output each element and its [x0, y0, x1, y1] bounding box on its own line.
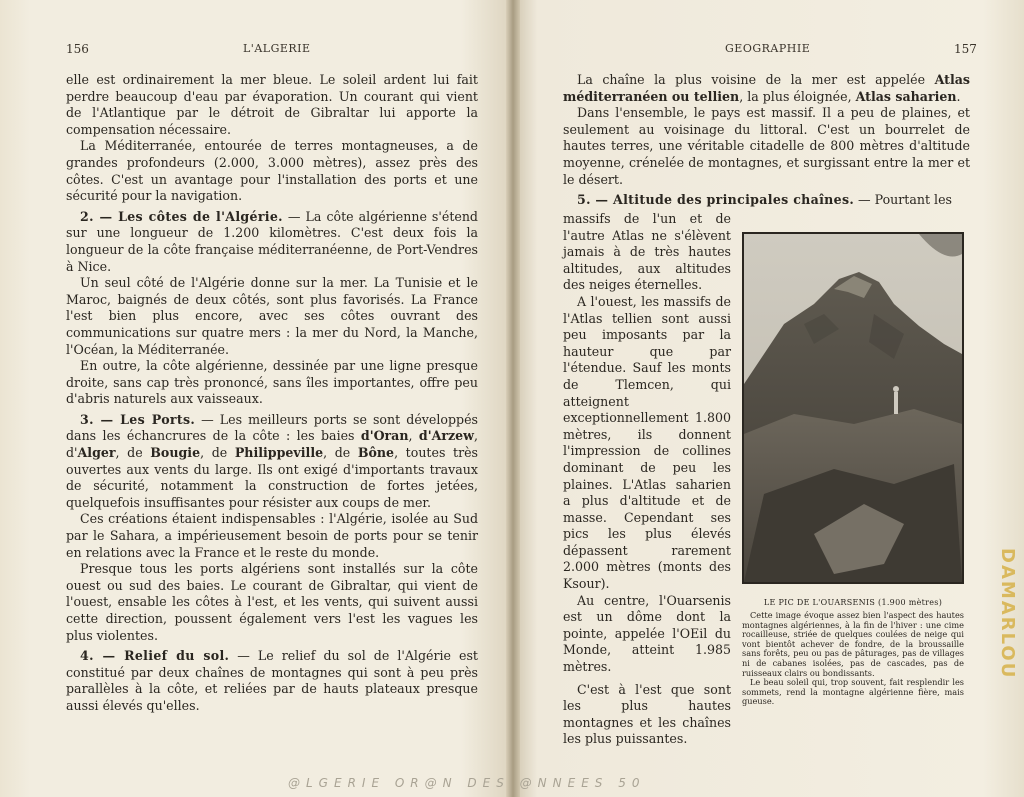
section-heading: 3. — Les Ports. [80, 411, 196, 427]
mountain-photo [742, 232, 964, 584]
paragraph: elle est ordinairement la mer bleue. Le soleil ardent lui fait perdre beaucoup d'eau par évaporation. Un courant qui vient de l'Atlantique par le détroit de Gibraltar lui apporte la compensation nécessaire. [66, 72, 478, 137]
paragraph: La chaîne la plus voisine de la mer est appelée Atlas méditerranéen ou tellien, la plus éloignée, Atlas saharien. [563, 72, 970, 104]
paragraph: Presque tous les ports algériens sont installés sur la côte ouest ou sud des baies. Le courant de Gibraltar, qui vient de l'ouest, ensable les côtes à l'est, et les vents, qui suivent aussi cette direction, poussent également vers l'est les vagues les plus violentes. [66, 561, 478, 643]
section-heading: 5. — Altitude des principales chaînes. [577, 192, 855, 208]
paragraph: Au centre, l'Ouarsenis est un dôme dont la pointe, appelée l'OEil du Monde, atteint 1.985 mètres. [563, 592, 731, 675]
section-4: 4. — Relief du sol. — Le relief du sol de l'Algérie est constitué par deux chaînes de montagnes qui sont à peu près parallèles à la côte, et reliées par de hauts plateaux presque aussi élevés qu'elles. [66, 648, 478, 713]
paragraph: Un seul côté de l'Algérie donne sur la mer. La Tunisie et le Maroc, baignés de deux côtés, sont plus favorisés. La France l'est bien plus encore, avec ses côtes ouvrant des communications sur quatre mers : la mer du Nord, la Manche, l'Océan, la Méditerranée. [66, 275, 478, 357]
paragraph: A l'ouest, les massifs de l'Atlas tellien sont aussi peu imposants par la hauteur que par l'étendue. Sauf les monts de Tlemcen, qui atteignent exceptionnellement 1.800 mètres, ils donnent l'impression de collines dominant de peu les plaines. L'Atlas saharien a plus d'altitude et de masse. Cependant ses pics les plus élevés dépassent rarement 2.000 mètres (monts des Ksour). [563, 293, 731, 592]
right-text-top [563, 72, 970, 209]
section-heading: 4. — Relief du sol. [80, 648, 230, 664]
section-2: 2. — Les côtes de l'Algérie. — La côte algérienne s'étend sur une longueur de 1.200 kilomètres. C'est deux fois la longueur de la côte française méditerranéenne, de Port-Vendres à Nice. [66, 208, 478, 274]
figure-caption-title: LE PIC DE L'OUARSENIS (1.900 mètres) [763, 598, 943, 607]
figure-caption [742, 611, 964, 707]
running-head-left: L'ALGERIE [243, 42, 311, 55]
paragraph: massifs de l'un et de l'autre Atlas ne s'élèvent jamais à de très hautes altitudes, aux altitudes des neiges éternelles. [563, 211, 731, 293]
library-stamp: DAMARLOU [997, 548, 1018, 680]
mountain-illustration [744, 234, 962, 582]
paragraph: La Méditerranée, entourée de terres montagneuses, a de grandes profondeurs (2.000, 3.000 mètres), assez près des côtes. C'est un avantage pour l'installation des ports et une sécurité pour la navigation. [66, 138, 478, 204]
paragraph: Ces créations étaient indispensables : l'Algérie, isolée au Sud par le Sahara, a impérieusement besoin de ports pour se tenir en relations avec la France et le reste du monde. [66, 511, 478, 560]
paragraph: Dans l'ensemble, le pays est massif. Il a peu de plaines, et seulement au voisinage du littoral. C'est un bourrelet de hautes terres, une véritable citadelle de 800 mètres d'altitude moyenne, crénelée de montagnes, et surgissant entre la mer et le désert. [563, 105, 970, 187]
page-number-right: 157 [954, 42, 977, 56]
running-head-right: GEOGRAPHIE [725, 42, 811, 55]
paragraph: En outre, la côte algérienne, dessinée par une ligne presque droite, sans cap très prononcé, sans îles importantes, offre peu d'abris naturels aux vaisseaux. [66, 358, 478, 407]
section-3: 3. — Les Ports. — Les meilleurs ports se sont développés dans les échancrures de la côte : les baies d'Oran, d'Arzew, d'Alger, de Bougie, de Philippeville, de Bône, toutes très ouvertes aux vents du large. Ils ont exigé d'importants travaux de sécurité, notamment la construction de fortes jetées, quelquefois insuffisantes pour résister aux coups de mer. [66, 411, 479, 510]
caption-paragraph: Le beau soleil qui, trop souvent, fait resplendir les sommets, rend la montagne algérienne fière, mais gueuse. [742, 677, 964, 707]
caption-paragraph: Cette image évoque assez bien l'aspect des hautes montagnes algériennes, à la fin de l'hiver : une cime rocailleuse, striée de quelques coulées de neige qui vont bientôt achever de fondre, de la broussaille sans forêts, peu ou pas de pâturages, pas de villages ni de cabanes isolées, pas de cascades, pas de ruisseaux clairs ou bondissants. [742, 610, 964, 678]
page-number-left: 156 [66, 42, 89, 56]
left-text-column [66, 72, 478, 715]
book-gutter [506, 0, 520, 797]
watermark: @LGERIE OR@N DES @NNEES 50 [288, 776, 646, 790]
right-text-narrow [563, 211, 731, 748]
section-heading: 2. — Les côtes de l'Algérie. [80, 208, 283, 224]
section-5: 5. — Altitude des principales chaînes. — Pourtant les [577, 192, 952, 208]
paragraph: C'est à l'est que sont les plus hautes montagnes et les chaînes les plus puissantes. [563, 681, 731, 747]
